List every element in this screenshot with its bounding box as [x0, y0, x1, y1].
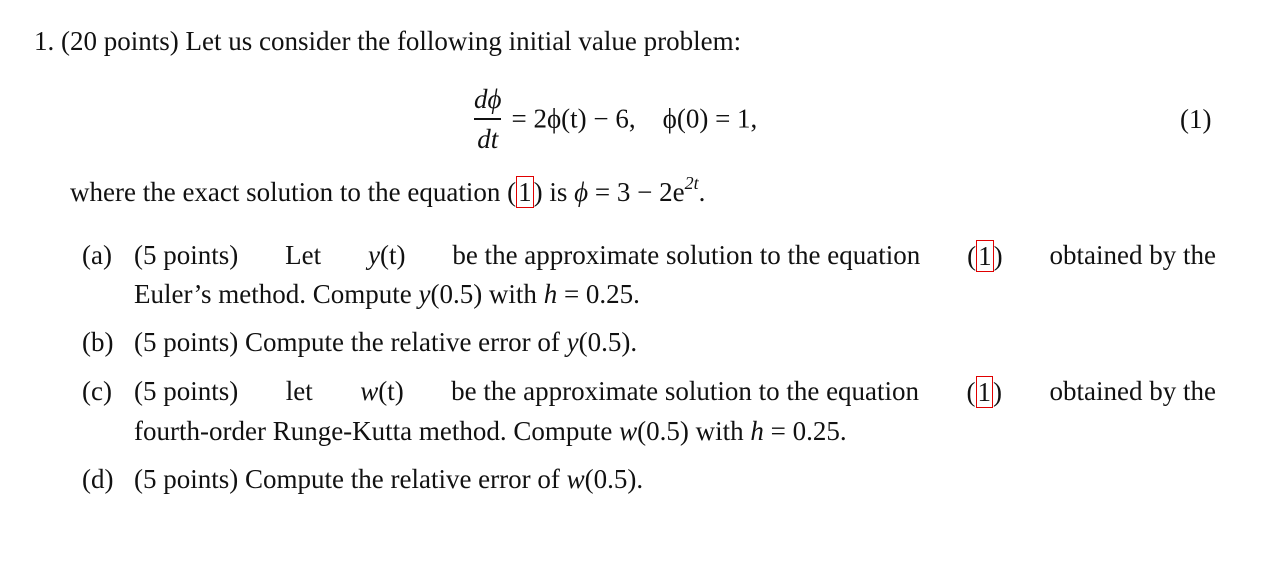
part-b-points: (5 points) — [134, 327, 239, 357]
problem-intro: Let us consider the following initial value problem: — [185, 26, 742, 56]
part-c-h-value: = 0.25. — [770, 416, 847, 446]
part-c-label: (c) — [82, 376, 112, 406]
exact-formula: = 3 − 2e — [594, 177, 685, 207]
equation-ref-link[interactable]: 1 — [518, 177, 532, 207]
part-a-compute-arg: (0.5) with — [430, 279, 537, 309]
part-a-h: h — [543, 279, 558, 309]
part-c-compute-arg: (0.5) with — [637, 416, 744, 446]
part-c-arg: (t) — [378, 376, 404, 406]
part-b-arg: (0.5). — [578, 327, 638, 357]
part-b-func: y — [566, 327, 579, 357]
part-a-line1: (5 points) Let y(t) be the approximate solution to the equation (1) obtained by the — [134, 240, 1216, 271]
part-d-label: (d) — [82, 464, 114, 494]
part-a-points: (5 points) — [134, 240, 239, 270]
part-c-let: let — [285, 376, 313, 406]
part-c-line2 — [134, 416, 847, 447]
part-a-method: Euler’s method. Compute — [134, 279, 412, 309]
part-a-let: Let — [285, 240, 322, 270]
part-d-text: Compute the relative error of — [245, 464, 560, 494]
part-c-points: (5 points) — [134, 376, 239, 406]
part-a-end: obtained by the — [1049, 240, 1216, 270]
part-a-h-value: = 0.25. — [563, 279, 640, 309]
part-c-equation-ref-link[interactable]: 1 — [977, 377, 992, 407]
equation-tag: (1) — [1180, 104, 1212, 134]
part-c-compute-func: w — [619, 416, 638, 446]
part-c-desc: be the approximate solution to the equation — [451, 376, 920, 406]
part-d-points: (5 points) — [134, 464, 239, 494]
exact-text-mid: is — [549, 177, 568, 207]
part-c-method: fourth-order Runge-Kutta method. Compute — [134, 416, 613, 446]
part-a-arg: (t) — [379, 240, 406, 270]
part-a-compute-func: y — [418, 279, 431, 309]
part-a-desc: be the approximate solution to the equation — [452, 240, 921, 270]
fraction-numerator: dϕ — [474, 84, 502, 114]
part-d-func: w — [566, 464, 585, 494]
part-a-equation-ref-link[interactable]: 1 — [978, 241, 992, 271]
part-c-func: w — [360, 376, 379, 406]
derivative-fraction — [474, 82, 501, 156]
part-d-arg: (0.5). — [584, 464, 644, 494]
part-c-line1: (5 points) let w(t) be the approximate solution to the equation (1) obtained by the — [134, 376, 1216, 407]
problem-points: (20 points) — [61, 26, 179, 56]
part-a-label: (a) — [82, 240, 112, 270]
part-a-line2 — [134, 279, 640, 310]
part-d-line — [134, 464, 643, 495]
fraction-bar — [474, 118, 501, 120]
exact-phi: ϕ — [574, 177, 589, 207]
exact-exponent: 2t — [684, 173, 699, 193]
exact-end: . — [698, 177, 706, 207]
exact-text-before: where the exact solution to the equation — [70, 177, 501, 207]
part-a-func: y — [367, 240, 380, 270]
problem-statement — [34, 26, 741, 57]
part-b-text: Compute the relative error of — [245, 327, 560, 357]
problem-number: 1. — [34, 26, 55, 56]
part-c-h: h — [750, 416, 764, 446]
part-c-end: obtained by the — [1049, 376, 1216, 406]
equation-rhs: = 2ϕ(t) − 6, ϕ(0) = 1, — [511, 103, 758, 134]
exact-solution-sentence: where the exact solution to the equation (1) is $\phi = 3 - 2e^{2t}$. — [70, 173, 706, 207]
part-b-line — [134, 327, 637, 358]
fraction-denominator: dt — [477, 123, 499, 154]
display-equation — [474, 82, 757, 156]
part-b-label: (b) — [82, 327, 114, 357]
